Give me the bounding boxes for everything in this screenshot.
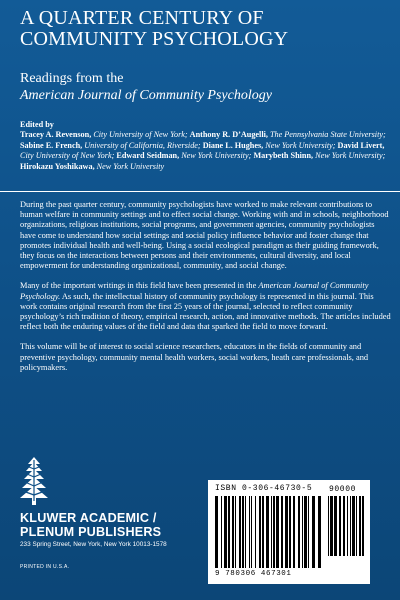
barcode-bar [289,496,291,568]
barcode-bar [259,496,261,568]
barcode-bar [334,496,337,556]
p2-intro: Many of the important writings in this field have been presented in the [20,281,259,291]
barcode-bar [215,496,218,568]
p2-journal-title: American Journal of Community Psychology. [20,281,369,301]
barcode-bar [235,496,236,568]
barcode-bar [232,496,234,568]
editor-name: Diane L. Hughes, [202,140,264,150]
barcode-bar [304,496,307,568]
barcode-bar [271,496,272,568]
editor-name: Edward Seidman, [116,151,180,161]
barcode-bar [273,496,275,568]
book-subtitle [20,70,390,104]
description-paragraph-1: During the past quarter century, community psychologists have worked to make relevant contributions to human welfare in community settings and to effect social change. Working with and in schools, neighborhood organizations, religious institutions, social programs, and government agencies, community psychologists have come to understand how social settings and social policy influence behavior and foster change that promotes individual health and well-being. Using a social ecological paradigm as their guiding framework, they focus on the interactions between persons and their environments, cultural diversity, and local empowerment for understanding organizational, community, and social change. [20,200,389,271]
p2-rest: As such, the intellectual history of community psychology is represented in this journal. This work contains original research from the first 25 years of the journal, selected to reflect community psychology’s rich tradition of theory, empirical research, action, and innovative methods. The articles included reflect both the enduring values of the field and data that sparked the field to move forward. [20,291,391,332]
subtitle-line-1: Readings from the [20,71,124,86]
editor-name: Tracey A. Revenson, [20,130,92,140]
editor-affiliation: City University of New York; [20,151,115,161]
editor-affiliation: The Pennsylvania State University; [269,130,386,140]
publisher-address: 233 Spring Street, New York, New York 10013-1578 [20,541,167,548]
barcode-bar [328,496,329,556]
barcode-bar [318,496,321,568]
publisher-block [20,512,220,549]
price-addon-text: 90000 [329,485,357,494]
barcode-bar [251,496,252,568]
divider-rule [0,191,400,192]
edited-by-label: Edited by [20,120,54,129]
title-line-1: A QUARTER CENTURY OF [20,7,264,29]
barcode-bar [350,496,351,556]
barcode-bar [339,496,341,556]
barcode-bar [242,496,244,568]
editor-affiliation: City University of New York; [93,130,188,140]
editor-name: David Livert, [337,140,385,150]
printed-in-label: PRINTED IN U.S.A. [20,564,70,570]
description-paragraph-2 [20,281,392,332]
barcode-bar [221,496,222,568]
kluwer-tree-logo-icon [20,457,48,505]
isbn-text: ISBN 0-306-46730-5 [215,484,313,493]
editor-affiliation: New York University; [315,151,386,161]
barcode-bar [245,496,246,568]
barcode-bar [359,496,361,556]
editor-name: Marybeth Shinn, [253,151,314,161]
barcode-bar [262,496,264,568]
barcode-bar [343,496,345,556]
publisher-name-line-2: PLENUM PUBLISHERS [20,524,162,539]
editor-name: Anthony R. D’Augelli, [189,130,268,140]
ean-number-text: 9 780306 467301 [215,570,292,578]
barcode-panel [208,480,370,584]
barcode-bar [308,496,309,568]
book-title [20,8,390,50]
editor-affiliation: University of California, Riverside; [84,140,201,150]
barcode-bar [255,496,256,568]
editor-affiliation: New York University [96,161,165,171]
barcode-bar [347,496,348,556]
editors-block [20,120,390,172]
ean-barcode-icon [215,496,323,568]
title-line-2: COMMUNITY PSYCHOLOGY [20,28,289,50]
editor-name: Hirokazu Yoshikawa, [20,161,95,171]
barcode-bar [298,496,300,568]
editors-list [20,130,386,170]
barcode-bar [276,496,279,568]
subtitle-line-2: American Journal of Community Psychology [20,88,272,103]
barcode-bar [239,496,241,568]
editor-name: Sabine E. French, [20,140,83,150]
barcode-bar [293,496,295,568]
barcode-bar [330,496,333,556]
description-text [20,200,392,383]
barcode-bar [312,496,315,568]
barcode-bar [352,496,355,556]
publisher-name-line-1: KLUWER ACADEMIC / [20,511,157,525]
barcode-bar [281,496,283,568]
barcode-bar [356,496,357,556]
editor-affiliation: New York University; [181,151,252,161]
barcode-bar [302,496,303,568]
barcode-bar [228,496,230,568]
barcode-bar [285,496,288,568]
description-paragraph-3: This volume will be of interest to social science researchers, educators in the fields of community and preventive psychology, community mental health workers, social workers, heath care professionals, and policymakers. [20,342,369,372]
barcode-bar [362,496,364,556]
addon-barcode-icon [328,496,364,556]
barcode-bar [249,496,250,568]
barcode-bar [224,496,227,568]
editor-affiliation: New York University; [265,140,336,150]
barcode-bar [266,496,269,568]
